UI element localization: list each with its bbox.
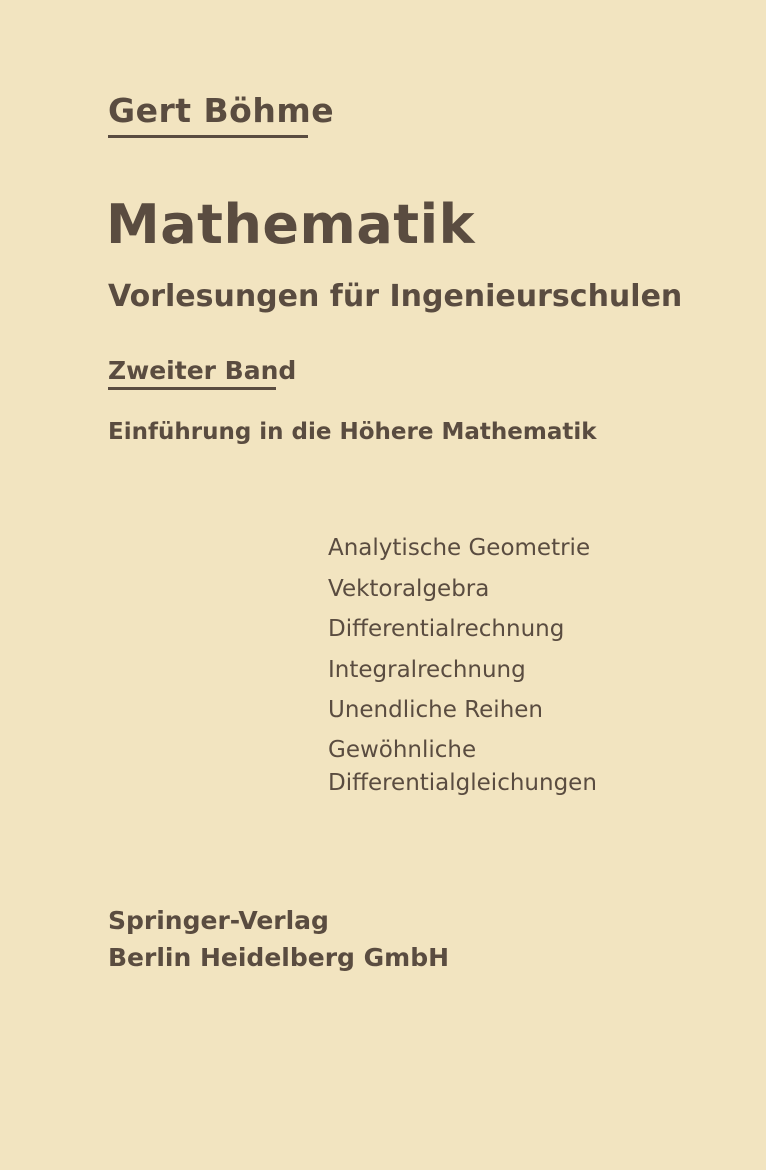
publisher (108, 902, 449, 976)
topic-line: Differentialgleichungen (328, 770, 597, 796)
topic-item: Differentialrechnung (328, 616, 565, 642)
topic-item-multiline (328, 731, 597, 801)
volume-label: Zweiter Band (108, 356, 297, 385)
author-name: Gert Böhme (108, 91, 335, 130)
topic-item: Analytische Geometrie (328, 535, 591, 561)
topic-item: Vektoralgebra (328, 575, 490, 602)
author-underline (108, 135, 308, 138)
publisher-location: Berlin Heidelberg GmbH (108, 943, 450, 972)
topic-item: Integralrechnung (328, 656, 526, 683)
book-title: Mathematik (106, 193, 475, 256)
volume-title: Einführung in die Höhere Mathematik (108, 419, 597, 445)
topic-line: Gewöhnliche (328, 736, 477, 763)
topic-item: Unendliche Reihen (328, 697, 543, 723)
publisher-name: Springer-Verlag (108, 906, 329, 935)
topics-list (328, 528, 597, 801)
volume-underline (108, 387, 276, 390)
book-subtitle: Vorlesungen für Ingenieurschulen (108, 279, 683, 314)
